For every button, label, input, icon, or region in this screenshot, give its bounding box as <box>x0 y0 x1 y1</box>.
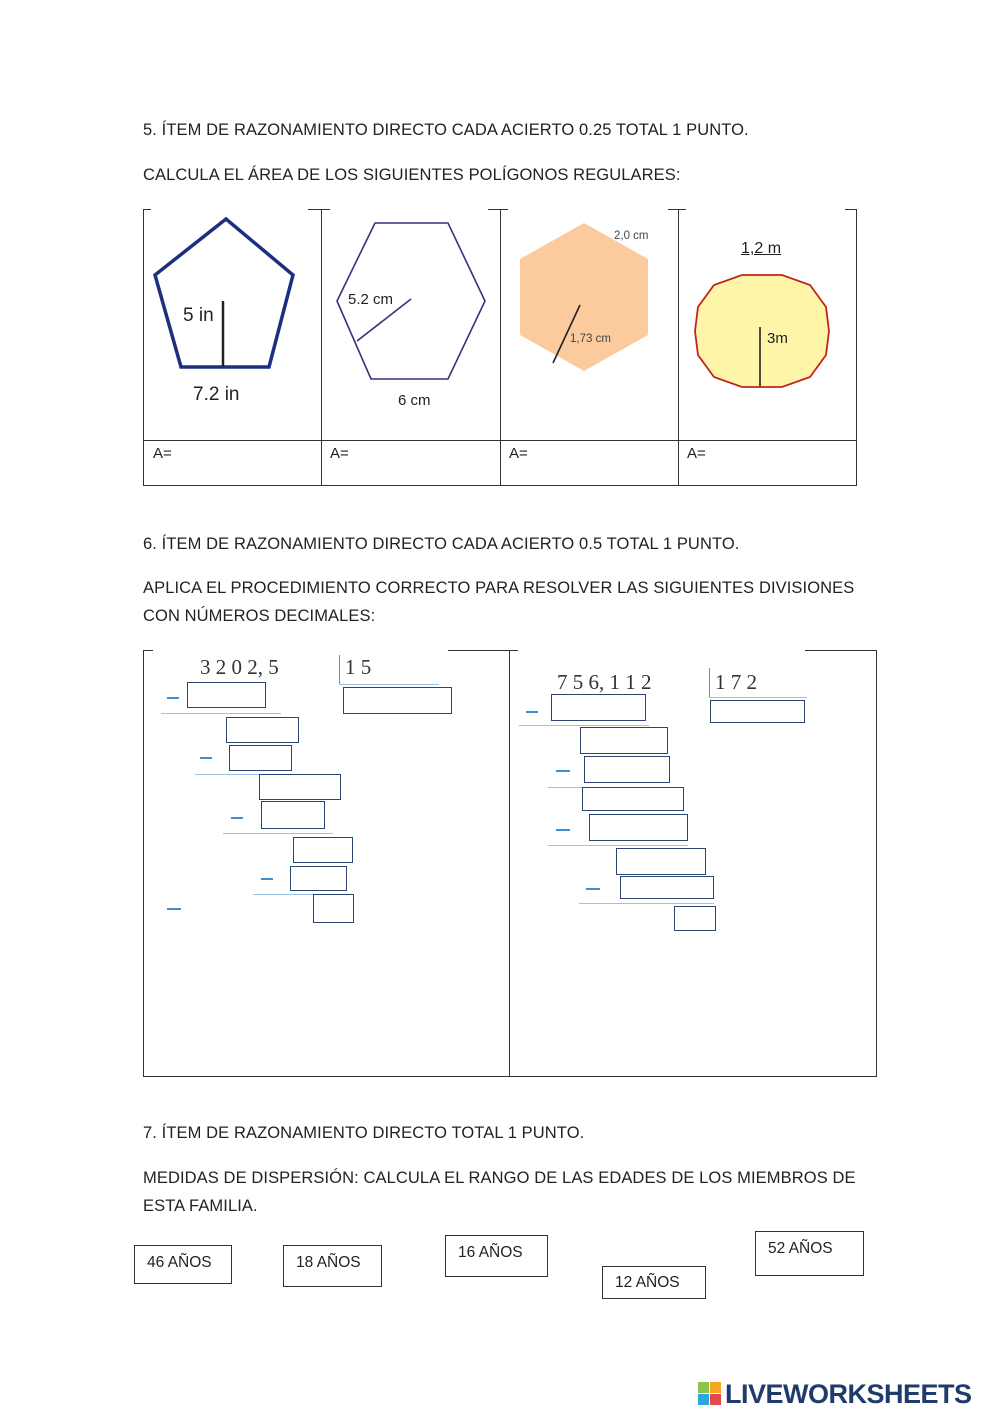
division1-divisor: 1 5 <box>345 655 372 679</box>
section7-heading: 7. ÍTEM DE RAZONAMIENTO DIRECTO TOTAL 1 PUNTO. <box>143 1124 585 1142</box>
filled-hexagon-figure <box>518 221 650 373</box>
tick <box>805 650 877 651</box>
div-border-bottom <box>143 1076 877 1077</box>
area-answer-3[interactable]: A= <box>509 445 528 462</box>
minus-sign <box>231 817 243 819</box>
minus-sign <box>556 829 570 831</box>
minus-sign <box>526 711 538 713</box>
division1-quotient-box[interactable] <box>343 687 452 714</box>
division2-rule <box>579 903 714 904</box>
age-card-4: 12 AÑOS <box>602 1266 706 1299</box>
minus-sign <box>200 757 212 759</box>
division2-step2-box[interactable] <box>580 727 668 754</box>
section5-heading: 5. ÍTEM DE RAZONAMIENTO DIRECTO CADA ACIERTO 0.25 TOTAL 1 PUNTO. <box>143 121 749 139</box>
liveworksheets-logo-text: LIVEWORKSHEETS <box>725 1378 972 1409</box>
table-col-divider-1 <box>321 209 322 486</box>
filled-hexagon-shape <box>520 223 648 371</box>
division1-rule <box>161 713 281 714</box>
dodecagon-figure <box>693 273 831 389</box>
tick <box>308 209 330 210</box>
division1-step1-box[interactable] <box>187 682 266 708</box>
liveworksheets-logo[interactable] <box>697 1378 972 1410</box>
tick <box>668 209 686 210</box>
division1-rule <box>223 833 333 834</box>
division1-step5-box[interactable] <box>261 801 325 829</box>
area-answer-4[interactable]: A= <box>687 445 706 462</box>
dodecagon-apothem-label: 3m <box>767 330 788 347</box>
age-card-5: 52 AÑOS <box>755 1231 864 1276</box>
tick <box>448 650 518 651</box>
division2-step1-box[interactable] <box>551 694 646 721</box>
division1-step3-box[interactable] <box>229 745 292 771</box>
table-col-divider-2 <box>500 209 501 486</box>
minus-sign <box>556 770 570 772</box>
division1-dividend: 3 2 0 2, 5 <box>200 655 279 679</box>
tick <box>143 650 153 651</box>
division2-step4-box[interactable] <box>582 787 684 811</box>
division2-bracket-horizontal <box>709 697 807 698</box>
division1-step2-box[interactable] <box>226 717 299 743</box>
division2-rule <box>548 845 688 846</box>
table-border-left <box>143 209 144 486</box>
age-card-3: 16 AÑOS <box>445 1235 548 1277</box>
hexagon-side-label: 6 cm <box>398 392 431 409</box>
dodecagon-side-label: 1,2 m <box>741 240 782 257</box>
division1-bracket-vertical <box>339 655 340 685</box>
division2-step6-box[interactable] <box>616 848 706 875</box>
division2-bracket-vertical <box>709 668 710 698</box>
division2-rule <box>519 725 649 726</box>
minus-sign <box>167 908 181 910</box>
section5-instruction: CALCULA EL ÁREA DE LOS SIGUIENTES POLÍGONOS REGULARES: <box>143 166 681 184</box>
liveworksheets-logo-icon <box>697 1381 723 1407</box>
hexagon-apothem-label: 5.2 cm <box>348 291 394 308</box>
minus-sign <box>261 878 273 880</box>
table-border-right <box>856 209 857 486</box>
section6-heading: 6. ÍTEM DE RAZONAMIENTO DIRECTO CADA ACIERTO 0.5 TOTAL 1 PUNTO. <box>143 535 740 553</box>
division2-remainder-box[interactable] <box>674 906 716 931</box>
section6-instruction-line1: APLICA EL PROCEDIMIENTO CORRECTO PARA RESOLVER LAS SIGUIENTES DIVISIONES <box>143 579 855 597</box>
division2-divisor: 1 7 2 <box>715 670 757 694</box>
section7-instruction-line2: ESTA FAMILIA. <box>143 1197 258 1215</box>
division1-bracket-horizontal <box>339 684 439 685</box>
divisions-area <box>143 650 877 1077</box>
tick <box>143 209 151 210</box>
filled-hexagon-side-label: 2,0 cm <box>614 230 649 242</box>
division1-step7-box[interactable] <box>290 866 347 891</box>
minus-sign <box>167 697 179 699</box>
division2-step5-box[interactable] <box>589 814 688 841</box>
area-answer-2[interactable]: A= <box>330 445 349 462</box>
pentagon-side-label: 7.2 in <box>193 384 240 405</box>
pentagon-figure <box>151 215 301 375</box>
age-card-2: 18 AÑOS <box>283 1245 382 1287</box>
dodecagon-shape <box>695 275 829 387</box>
area-answer-1[interactable]: A= <box>153 445 172 462</box>
tick <box>845 209 857 210</box>
section7-instruction-line1: MEDIDAS DE DISPERSIÓN: CALCULA EL RANGO DE LAS EDADES DE LOS MIEMBROS DE <box>143 1169 856 1187</box>
division1-step4-box[interactable] <box>259 774 341 800</box>
div-border-middle <box>509 650 510 1077</box>
division2-dividend: 7 5 6, 1 1 2 <box>557 670 652 694</box>
table-col-divider-3 <box>678 209 679 486</box>
minus-sign <box>586 888 600 890</box>
age-card-1: 46 AÑOS <box>134 1245 232 1284</box>
filled-hexagon-apothem-label: 1,73 cm <box>570 333 611 345</box>
tick <box>488 209 508 210</box>
section6-instruction-line2: CON NÚMEROS DECIMALES: <box>143 607 376 625</box>
polygons-table <box>143 209 857 486</box>
pentagon-apothem-label: 5 in <box>183 305 214 326</box>
division1-step6-box[interactable] <box>293 837 353 863</box>
division2-step7-box[interactable] <box>620 876 714 899</box>
division2-quotient-box[interactable] <box>710 700 805 723</box>
div-border-left <box>143 650 144 1077</box>
div-border-right <box>876 650 877 1077</box>
division2-step3-box[interactable] <box>584 756 670 783</box>
division1-remainder-box[interactable] <box>313 894 354 923</box>
